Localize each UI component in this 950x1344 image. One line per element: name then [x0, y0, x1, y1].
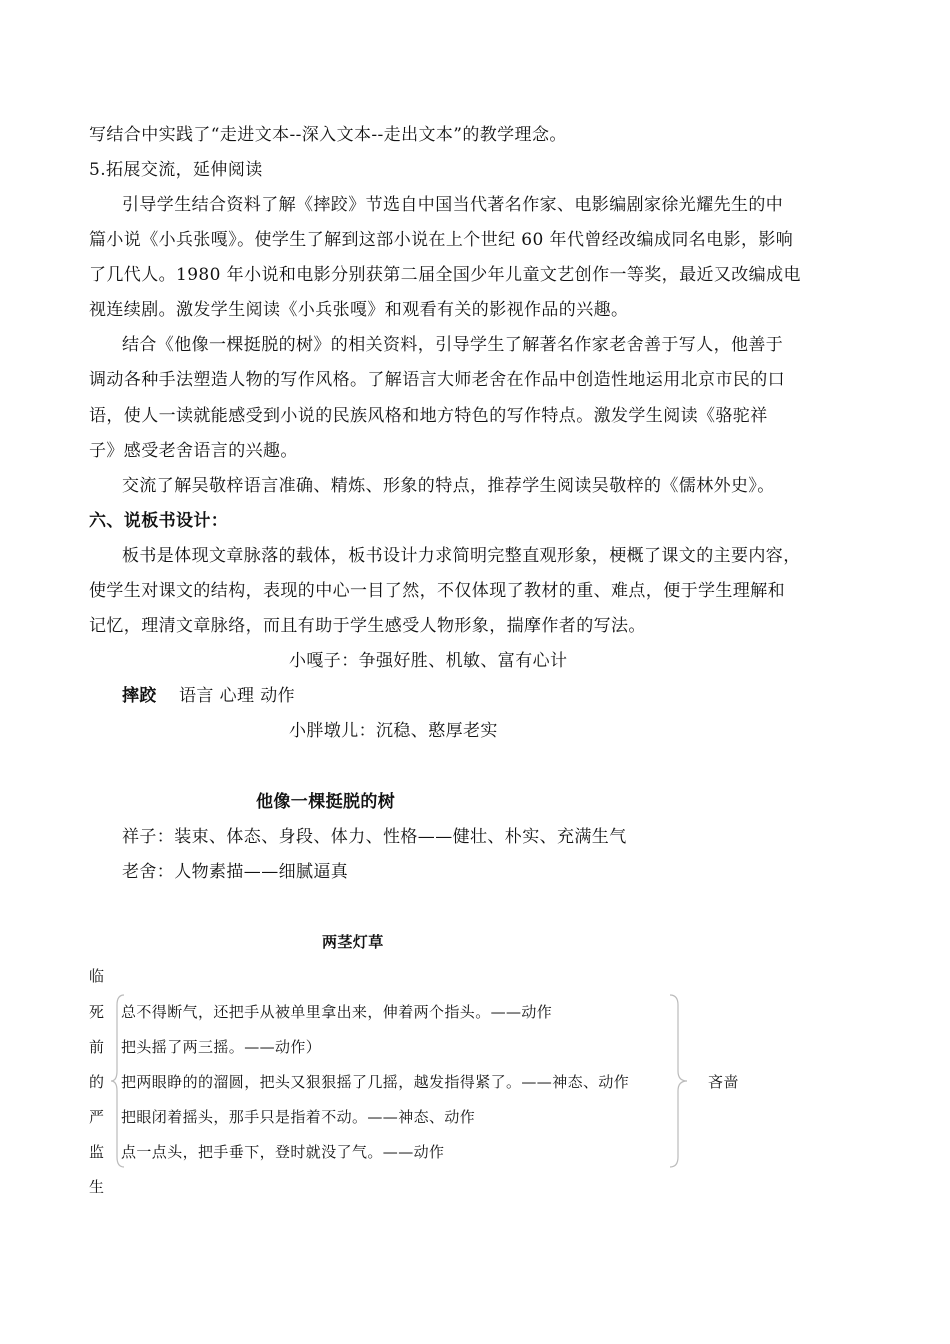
paragraph-4-line: 板书是体现文章脉落的载体，板书设计力求简明完整直观形象，梗概了课文的主要内容， [122, 546, 801, 566]
paragraph-2-line: 语，使人一读就能感受到小说的民族风格和地方特色的写作特点。激发学生阅读《骆驼祥 [89, 406, 768, 426]
paragraph-2-line: 调动各种手法塑造人物的写作风格。了解语言大师老舍在作品中创造性地运用北京市民的口 [89, 370, 785, 390]
board1-title: 摔跤 [122, 686, 157, 706]
section-5-title: 5.拓展交流，延伸阅读 [89, 160, 263, 180]
board1-bottom: 小胖墩儿：沉稳、憨厚老实 [289, 721, 498, 741]
board3-title: 两茎灯草 [322, 933, 384, 951]
board3-item: 把两眼睁的的溜圆，把头又狠狠摇了几摇，越发指得紧了。——神态、动作 [121, 1073, 630, 1091]
paragraph-1-line: 了几代人。1980 年小说和电影分别获第二届全国少年儿童文艺创作一等奖，最近又改编成电 [89, 265, 801, 285]
paragraph-4-line: 记忆，理清文章脉络，而且有助于学生感受人物形象，揣摩作者的写法。 [89, 616, 646, 636]
vertical-char: 生 [89, 1178, 105, 1196]
board1-middle: 语言 心理 动作 [179, 686, 296, 706]
paragraph-1-line: 引导学生结合资料了解《摔跤》节选自中国当代著名作家、电影编剧家徐光耀先生的中 [122, 195, 784, 215]
board3-item: 点一点头，把手垂下，登时就没了气。——动作 [121, 1143, 445, 1161]
board2-line1: 祥子：装束、体态、身段、体力、性格——健壮、朴实、充满生气 [122, 827, 627, 847]
board3-item: 把眼闭着摇头，那手只是指着不动。——神态、动作 [121, 1108, 476, 1126]
vertical-char: 前 [89, 1038, 105, 1056]
section-6-title: 六、说板书设计： [89, 511, 229, 531]
vertical-char: 严 [89, 1108, 105, 1126]
right-brace [668, 993, 692, 1169]
vertical-char: 临 [89, 967, 105, 985]
board2-title: 他像一棵挺脱的树 [256, 792, 396, 812]
paragraph-3: 交流了解吴敬梓语言准确、精炼、形象的特点，推荐学生阅读吴敬梓的《儒林外史》。 [122, 476, 775, 496]
board3-summary: 吝啬 [708, 1073, 739, 1091]
board3-item: 把头摇了两三摇。——动作） [121, 1038, 322, 1056]
paragraph-2-line: 结合《他像一棵挺脱的树》的相关资料，引导学生了解著名作家老舍善于写人，他善于 [122, 335, 784, 355]
board3-item: 总不得断气，还把手从被单里拿出来，伸着两个指头。——动作 [121, 1003, 553, 1021]
paragraph-1-line: 视连续剧。激发学生阅读《小兵张嘎》和观看有关的影视作品的兴趣。 [89, 300, 629, 320]
vertical-char: 死 [89, 1003, 105, 1021]
paragraph-1-line: 篇小说《小兵张嘎》。使学生了解到这部小说在上个世纪 60 年代曾经改编成同名电影，影响 [89, 230, 794, 250]
intro-paragraph-end: 写结合中实践了“走进文本--深入文本--走出文本”的教学理念。 [89, 125, 567, 145]
paragraph-2-line: 子》感受老舍语言的兴趣。 [89, 441, 298, 461]
paragraph-4-line: 使学生对课文的结构，表现的中心一目了然，不仅体现了教材的重、难点，便于学生理解和 [89, 581, 785, 601]
board2-line2: 老舍：人物素描——细腻逼真 [122, 862, 349, 882]
board1-top: 小嘎子：争强好胜、机敏、富有心计 [289, 651, 568, 671]
vertical-char: 的 [89, 1073, 105, 1091]
vertical-char: 监 [89, 1143, 105, 1161]
